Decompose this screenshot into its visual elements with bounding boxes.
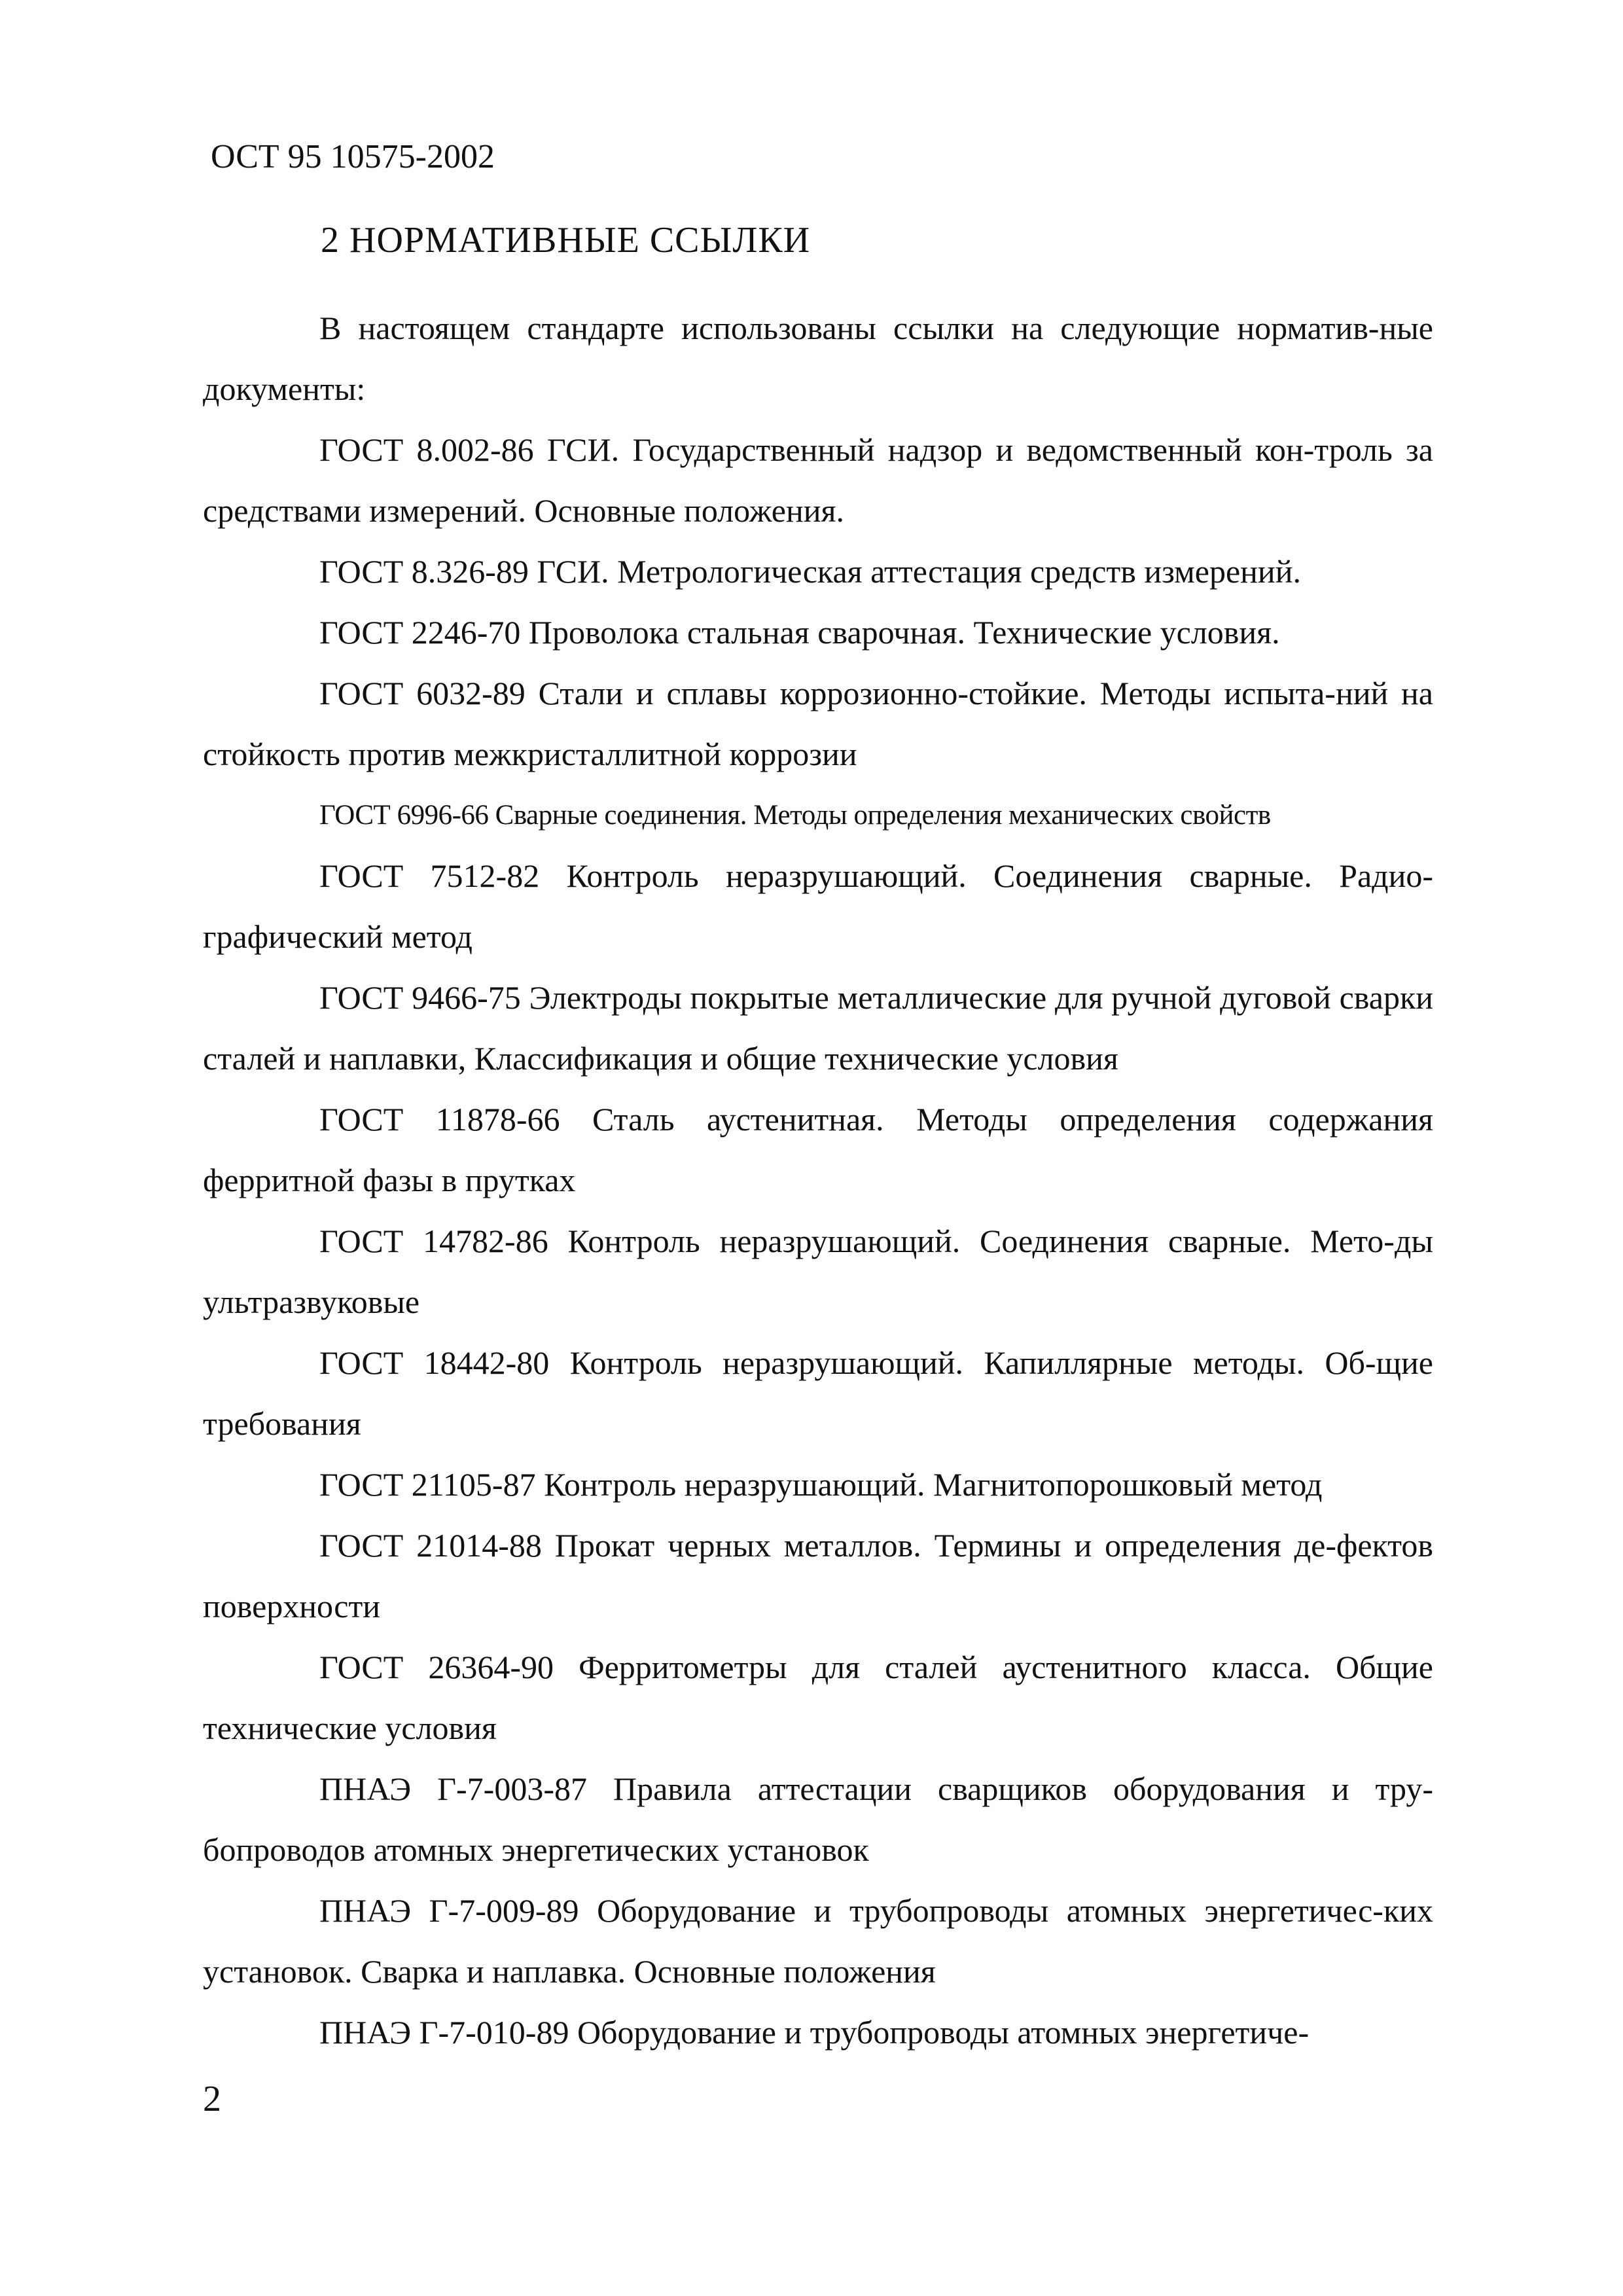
reference-item: ГОСТ 7512-82 Контроль неразрушающий. Соединения сварные. Радио-графический метод (203, 857, 1433, 955)
reference-item: ГОСТ 18442-80 Контроль неразрушающий. Капиллярные методы. Об-щие требования (203, 1344, 1433, 1442)
reference-item: ПНАЭ Г-7-010-89 Оборудование и трубопроводы атомных энергетиче- (319, 2014, 1310, 2051)
reference-item: ГОСТ 2246-70 Проволока стальная сварочная. Технические условия. (319, 614, 1280, 651)
section-title: 2 НОРМАТИВНЫЕ ССЫЛКИ (321, 220, 811, 260)
reference-item: ГОСТ 6032-89 Стали и сплавы коррозионно-стойкие. Методы испыта-ний на стойкость против межкристаллитной коррозии (203, 675, 1433, 772)
page-number: 2 (203, 2079, 221, 2119)
reference-item: ГОСТ 21105-87 Контроль неразрушающий. Магнитопорошковый метод (319, 1466, 1323, 1503)
reference-item: ПНАЭ Г-7-003-87 Правила аттестации сварщиков оборудования и тру-бопроводов атомных энергетических установок (203, 1770, 1433, 1868)
reference-item: ГОСТ 9466-75 Электроды покрытые металлические для ручной дуговой сварки сталей и наплавки, Классификация и общие технические условия (203, 979, 1433, 1077)
reference-item: ПНАЭ Г-7-009-89 Оборудование и трубопроводы атомных энергетичес-ких установок. Сварка и наплавка. Основные положения (203, 1892, 1433, 1990)
reference-item: ГОСТ 14782-86 Контроль неразрушающий. Соединения сварные. Мето-ды ультразвуковые (203, 1223, 1433, 1320)
document-header: ОСТ 95 10575-2002 (211, 138, 495, 175)
reference-item: ГОСТ 6996-66 Сварные соединения. Методы определения механических свойств (319, 800, 1271, 831)
reference-item: ГОСТ 8.326-89 ГСИ. Метрологическая аттестация средств измерений. (319, 553, 1301, 590)
body-text (203, 298, 1433, 2063)
intro-paragraph: В настоящем стандарте использованы ссылки на следующие норматив-ные документы: (203, 310, 1433, 407)
reference-item: ГОСТ 26364-90 Ферритометры для сталей аустенитного класса. Общие технические условия (203, 1649, 1433, 1746)
reference-item: ГОСТ 8.002-86 ГСИ. Государственный надзор и ведомственный кон-троль за средствами измерений. Основные положения. (203, 431, 1433, 529)
reference-item: ГОСТ 21014-88 Прокат черных металлов. Термины и определения де-фектов поверхности (203, 1527, 1433, 1624)
reference-item: ГОСТ 11878-66 Сталь аустенитная. Методы определения содержания ферритной фазы в прутках (203, 1101, 1433, 1198)
